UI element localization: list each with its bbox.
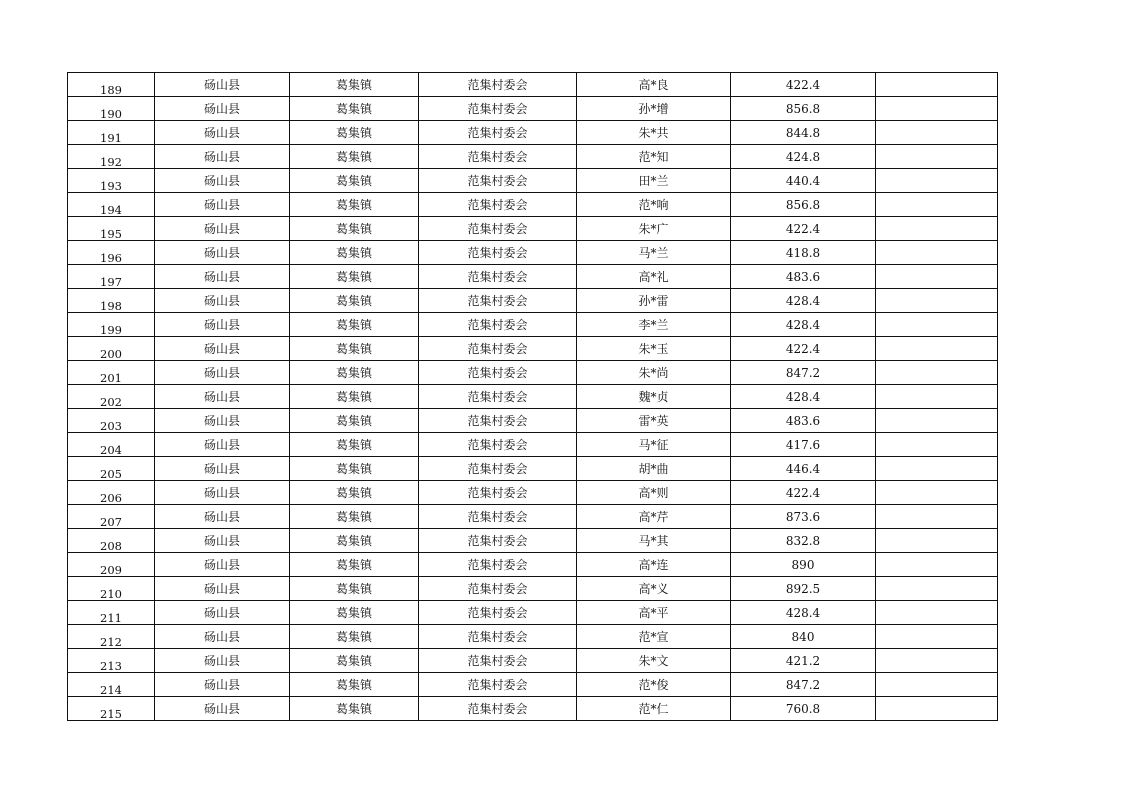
name-cell: 范*知 <box>577 145 731 169</box>
county-cell: 砀山县 <box>155 241 290 265</box>
row-number-cell: 189 <box>68 73 155 97</box>
village-cell: 范集村委会 <box>419 385 577 409</box>
county-cell: 砀山县 <box>155 409 290 433</box>
county-cell: 砀山县 <box>155 649 290 673</box>
note-cell <box>876 409 998 433</box>
amount-cell: 422.4 <box>731 481 876 505</box>
town-cell: 葛集镇 <box>290 337 419 361</box>
row-number-cell: 206 <box>68 481 155 505</box>
note-cell <box>876 577 998 601</box>
village-cell: 范集村委会 <box>419 97 577 121</box>
row-number-cell: 213 <box>68 649 155 673</box>
county-cell: 砀山县 <box>155 97 290 121</box>
town-cell: 葛集镇 <box>290 481 419 505</box>
village-cell: 范集村委会 <box>419 577 577 601</box>
table-row <box>68 337 998 361</box>
town-cell: 葛集镇 <box>290 433 419 457</box>
name-cell: 孙*增 <box>577 97 731 121</box>
note-cell <box>876 145 998 169</box>
table-row <box>68 505 998 529</box>
town-cell: 葛集镇 <box>290 145 419 169</box>
amount-cell: 440.4 <box>731 169 876 193</box>
row-number-cell: 191 <box>68 121 155 145</box>
note-cell <box>876 697 998 721</box>
amount-cell: 890 <box>731 553 876 577</box>
county-cell: 砀山县 <box>155 673 290 697</box>
name-cell: 孙*雷 <box>577 289 731 313</box>
village-cell: 范集村委会 <box>419 169 577 193</box>
amount-cell: 446.4 <box>731 457 876 481</box>
table-row <box>68 481 998 505</box>
county-cell: 砀山县 <box>155 193 290 217</box>
amount-cell: 422.4 <box>731 73 876 97</box>
note-cell <box>876 265 998 289</box>
village-cell: 范集村委会 <box>419 529 577 553</box>
amount-cell: 421.2 <box>731 649 876 673</box>
town-cell: 葛集镇 <box>290 625 419 649</box>
note-cell <box>876 361 998 385</box>
name-cell: 朱*文 <box>577 649 731 673</box>
note-cell <box>876 217 998 241</box>
amount-cell: 428.4 <box>731 385 876 409</box>
village-cell: 范集村委会 <box>419 601 577 625</box>
table-row <box>68 625 998 649</box>
note-cell <box>876 649 998 673</box>
village-cell: 范集村委会 <box>419 217 577 241</box>
name-cell: 高*连 <box>577 553 731 577</box>
note-cell <box>876 433 998 457</box>
row-number-cell: 202 <box>68 385 155 409</box>
county-cell: 砀山县 <box>155 529 290 553</box>
name-cell: 马*兰 <box>577 241 731 265</box>
row-number-cell: 197 <box>68 265 155 289</box>
village-cell: 范集村委会 <box>419 433 577 457</box>
row-number-cell: 190 <box>68 97 155 121</box>
row-number-cell: 193 <box>68 169 155 193</box>
row-number-cell: 201 <box>68 361 155 385</box>
county-cell: 砀山县 <box>155 313 290 337</box>
name-cell: 高*平 <box>577 601 731 625</box>
town-cell: 葛集镇 <box>290 289 419 313</box>
table-row <box>68 601 998 625</box>
name-cell: 范*俊 <box>577 673 731 697</box>
county-cell: 砀山县 <box>155 601 290 625</box>
town-cell: 葛集镇 <box>290 265 419 289</box>
village-cell: 范集村委会 <box>419 121 577 145</box>
town-cell: 葛集镇 <box>290 457 419 481</box>
village-cell: 范集村委会 <box>419 625 577 649</box>
table-row <box>68 97 998 121</box>
town-cell: 葛集镇 <box>290 217 419 241</box>
village-cell: 范集村委会 <box>419 313 577 337</box>
amount-cell: 892.5 <box>731 577 876 601</box>
name-cell: 朱*玉 <box>577 337 731 361</box>
county-cell: 砀山县 <box>155 577 290 601</box>
town-cell: 葛集镇 <box>290 505 419 529</box>
table-row <box>68 73 998 97</box>
village-cell: 范集村委会 <box>419 553 577 577</box>
note-cell <box>876 457 998 481</box>
village-cell: 范集村委会 <box>419 649 577 673</box>
row-number-cell: 195 <box>68 217 155 241</box>
note-cell <box>876 73 998 97</box>
amount-cell: 417.6 <box>731 433 876 457</box>
note-cell <box>876 121 998 145</box>
note-cell <box>876 313 998 337</box>
table-row <box>68 553 998 577</box>
village-cell: 范集村委会 <box>419 673 577 697</box>
note-cell <box>876 97 998 121</box>
row-number-cell: 204 <box>68 433 155 457</box>
table-row <box>68 409 998 433</box>
amount-cell: 428.4 <box>731 601 876 625</box>
note-cell <box>876 529 998 553</box>
table-row <box>68 193 998 217</box>
town-cell: 葛集镇 <box>290 553 419 577</box>
county-cell: 砀山县 <box>155 169 290 193</box>
note-cell <box>876 601 998 625</box>
row-number-cell: 208 <box>68 529 155 553</box>
table-row <box>68 145 998 169</box>
county-cell: 砀山县 <box>155 625 290 649</box>
row-number-cell: 192 <box>68 145 155 169</box>
village-cell: 范集村委会 <box>419 337 577 361</box>
county-cell: 砀山县 <box>155 457 290 481</box>
table-row <box>68 241 998 265</box>
town-cell: 葛集镇 <box>290 409 419 433</box>
row-number-cell: 210 <box>68 577 155 601</box>
amount-cell: 844.8 <box>731 121 876 145</box>
roster-table-body <box>68 73 998 721</box>
table-row <box>68 169 998 193</box>
county-cell: 砀山县 <box>155 433 290 457</box>
name-cell: 胡*曲 <box>577 457 731 481</box>
row-number-cell: 200 <box>68 337 155 361</box>
amount-cell: 856.8 <box>731 97 876 121</box>
town-cell: 葛集镇 <box>290 673 419 697</box>
row-number-cell: 212 <box>68 625 155 649</box>
county-cell: 砀山县 <box>155 73 290 97</box>
row-number-cell: 194 <box>68 193 155 217</box>
table-row <box>68 289 998 313</box>
table-row <box>68 577 998 601</box>
town-cell: 葛集镇 <box>290 601 419 625</box>
amount-cell: 840 <box>731 625 876 649</box>
town-cell: 葛集镇 <box>290 649 419 673</box>
name-cell: 高*义 <box>577 577 731 601</box>
name-cell: 李*兰 <box>577 313 731 337</box>
county-cell: 砀山县 <box>155 265 290 289</box>
county-cell: 砀山县 <box>155 289 290 313</box>
note-cell <box>876 193 998 217</box>
table-row <box>68 265 998 289</box>
name-cell: 范*宣 <box>577 625 731 649</box>
table-row <box>68 361 998 385</box>
note-cell <box>876 553 998 577</box>
table-row <box>68 457 998 481</box>
table-row <box>68 649 998 673</box>
village-cell: 范集村委会 <box>419 193 577 217</box>
row-number-cell: 214 <box>68 673 155 697</box>
name-cell: 高*良 <box>577 73 731 97</box>
town-cell: 葛集镇 <box>290 73 419 97</box>
name-cell: 范*仁 <box>577 697 731 721</box>
table-row <box>68 433 998 457</box>
table-row <box>68 385 998 409</box>
note-cell <box>876 673 998 697</box>
village-cell: 范集村委会 <box>419 241 577 265</box>
town-cell: 葛集镇 <box>290 529 419 553</box>
name-cell: 范*响 <box>577 193 731 217</box>
name-cell: 朱*共 <box>577 121 731 145</box>
note-cell <box>876 337 998 361</box>
town-cell: 葛集镇 <box>290 169 419 193</box>
village-cell: 范集村委会 <box>419 361 577 385</box>
table-row <box>68 673 998 697</box>
amount-cell: 873.6 <box>731 505 876 529</box>
village-cell: 范集村委会 <box>419 73 577 97</box>
village-cell: 范集村委会 <box>419 481 577 505</box>
village-cell: 范集村委会 <box>419 697 577 721</box>
name-cell: 高*则 <box>577 481 731 505</box>
county-cell: 砀山县 <box>155 697 290 721</box>
town-cell: 葛集镇 <box>290 577 419 601</box>
town-cell: 葛集镇 <box>290 313 419 337</box>
name-cell: 高*芹 <box>577 505 731 529</box>
village-cell: 范集村委会 <box>419 505 577 529</box>
county-cell: 砀山县 <box>155 481 290 505</box>
note-cell <box>876 481 998 505</box>
name-cell: 朱*广 <box>577 217 731 241</box>
name-cell: 马*征 <box>577 433 731 457</box>
county-cell: 砀山县 <box>155 361 290 385</box>
amount-cell: 428.4 <box>731 313 876 337</box>
village-cell: 范集村委会 <box>419 289 577 313</box>
county-cell: 砀山县 <box>155 145 290 169</box>
note-cell <box>876 505 998 529</box>
amount-cell: 418.8 <box>731 241 876 265</box>
town-cell: 葛集镇 <box>290 385 419 409</box>
row-number-cell: 211 <box>68 601 155 625</box>
amount-cell: 483.6 <box>731 265 876 289</box>
town-cell: 葛集镇 <box>290 193 419 217</box>
amount-cell: 847.2 <box>731 673 876 697</box>
amount-cell: 847.2 <box>731 361 876 385</box>
note-cell <box>876 625 998 649</box>
town-cell: 葛集镇 <box>290 697 419 721</box>
name-cell: 高*礼 <box>577 265 731 289</box>
village-cell: 范集村委会 <box>419 457 577 481</box>
county-cell: 砀山县 <box>155 337 290 361</box>
amount-cell: 422.4 <box>731 217 876 241</box>
amount-cell: 424.8 <box>731 145 876 169</box>
roster-table <box>67 72 998 721</box>
amount-cell: 428.4 <box>731 289 876 313</box>
county-cell: 砀山县 <box>155 505 290 529</box>
table-row <box>68 313 998 337</box>
row-number-cell: 196 <box>68 241 155 265</box>
name-cell: 朱*尚 <box>577 361 731 385</box>
table-row <box>68 697 998 721</box>
town-cell: 葛集镇 <box>290 97 419 121</box>
note-cell <box>876 289 998 313</box>
row-number-cell: 199 <box>68 313 155 337</box>
amount-cell: 483.6 <box>731 409 876 433</box>
county-cell: 砀山县 <box>155 217 290 241</box>
row-number-cell: 207 <box>68 505 155 529</box>
village-cell: 范集村委会 <box>419 265 577 289</box>
village-cell: 范集村委会 <box>419 145 577 169</box>
amount-cell: 760.8 <box>731 697 876 721</box>
row-number-cell: 209 <box>68 553 155 577</box>
row-number-cell: 215 <box>68 697 155 721</box>
town-cell: 葛集镇 <box>290 121 419 145</box>
row-number-cell: 203 <box>68 409 155 433</box>
note-cell <box>876 241 998 265</box>
name-cell: 雷*英 <box>577 409 731 433</box>
village-cell: 范集村委会 <box>419 409 577 433</box>
name-cell: 田*兰 <box>577 169 731 193</box>
table-row <box>68 217 998 241</box>
note-cell <box>876 385 998 409</box>
note-cell <box>876 169 998 193</box>
table-row <box>68 529 998 553</box>
county-cell: 砀山县 <box>155 553 290 577</box>
name-cell: 马*其 <box>577 529 731 553</box>
town-cell: 葛集镇 <box>290 361 419 385</box>
county-cell: 砀山县 <box>155 121 290 145</box>
county-cell: 砀山县 <box>155 385 290 409</box>
row-number-cell: 205 <box>68 457 155 481</box>
name-cell: 魏*贞 <box>577 385 731 409</box>
amount-cell: 856.8 <box>731 193 876 217</box>
amount-cell: 422.4 <box>731 337 876 361</box>
town-cell: 葛集镇 <box>290 241 419 265</box>
amount-cell: 832.8 <box>731 529 876 553</box>
table-row <box>68 121 998 145</box>
row-number-cell: 198 <box>68 289 155 313</box>
